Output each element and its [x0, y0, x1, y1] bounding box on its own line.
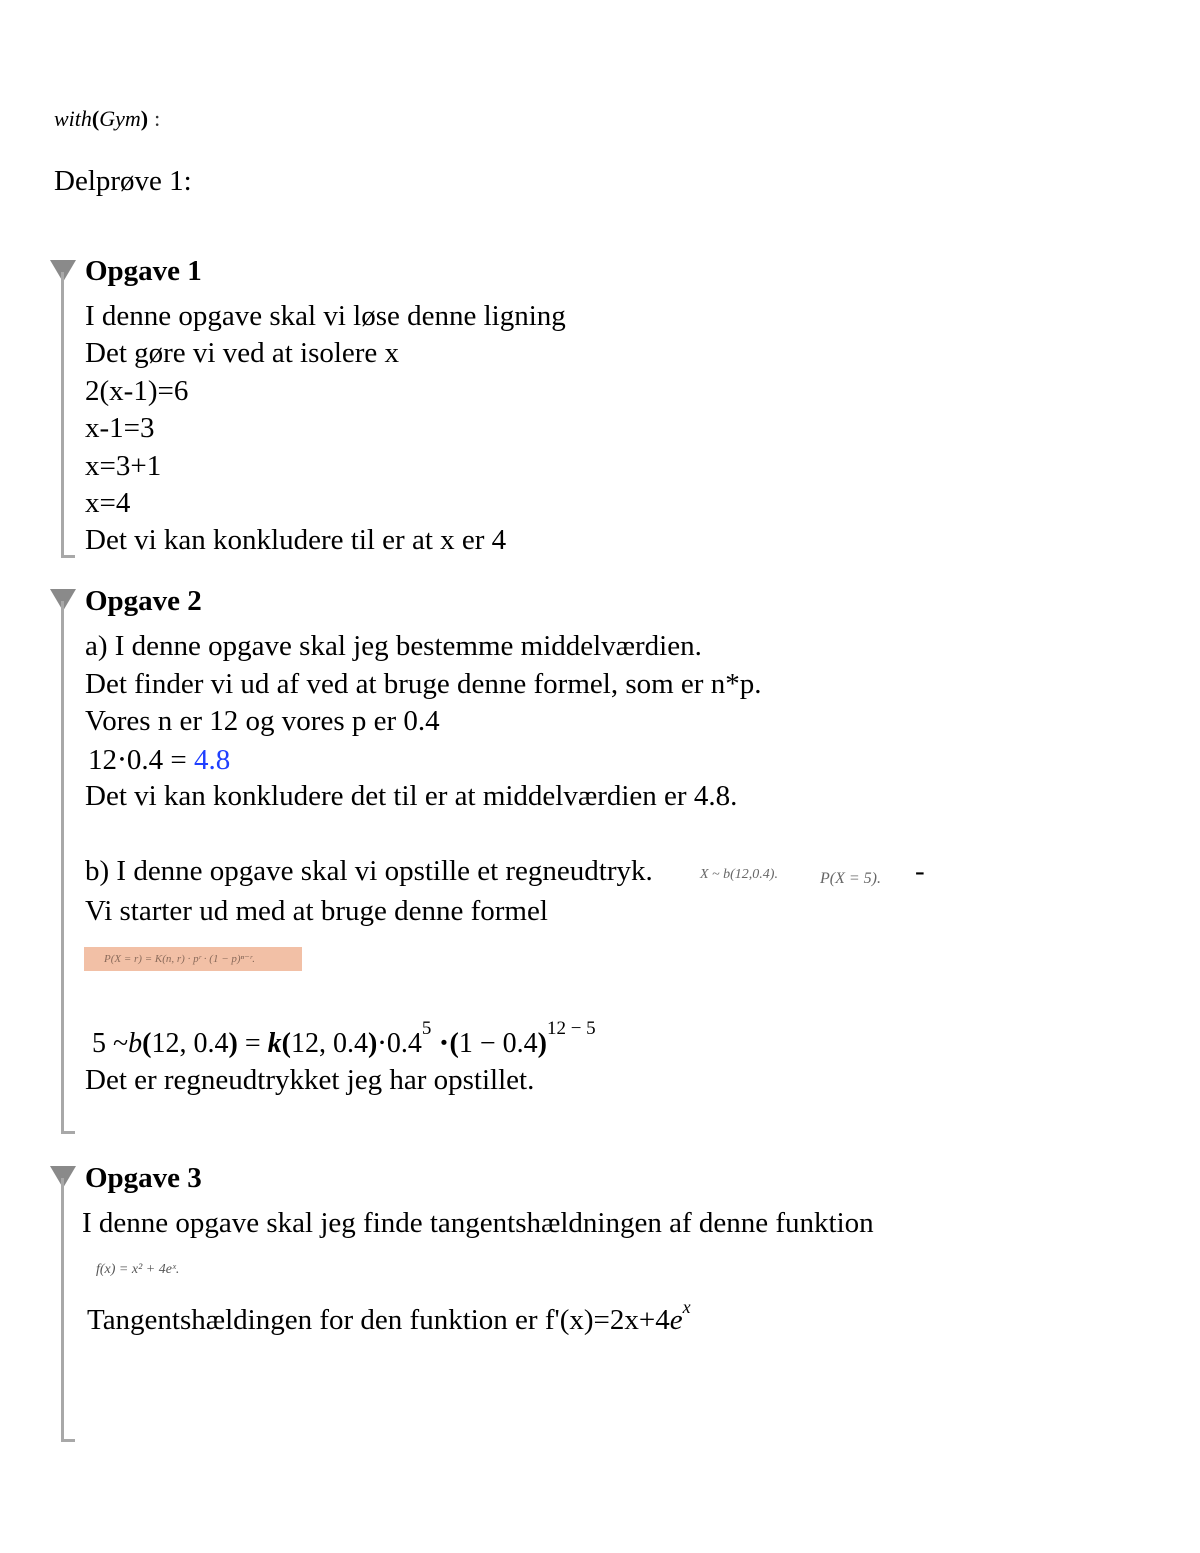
command-function: with — [54, 106, 92, 131]
text-line: Det vi kan konkludere til er at x er 4 — [85, 524, 507, 556]
text-line: b) I denne opgave skal vi opstille et regneudtryk. — [85, 855, 653, 887]
text-line: I denne opgave skal jeg finde tangentshældningen af denne funktion — [82, 1207, 874, 1239]
part-title: Delprøve 1: — [54, 165, 192, 197]
section-bracket-end — [61, 555, 75, 558]
text-line: a) I denne opgave skal jeg bestemme middelværdien. — [85, 630, 702, 662]
section-bracket-end — [61, 1439, 75, 1442]
calc-result: 4.8 — [194, 744, 231, 776]
maple-command[interactable]: with(Gym) : — [54, 106, 161, 131]
embedded-math-image: X ~ b(12,0.4). — [700, 867, 778, 882]
text-line: Det finder vi ud af ved at bruge denne formel, som er n*p. — [85, 668, 762, 700]
text-line: x-1=3 — [85, 412, 155, 444]
math-expression[interactable]: 5 ~b(12, 0.4) = k(12, $0.4)\cdot 0.4^5 \cdot(1 - 0.4)^{12 - 5}$ — [92, 1018, 596, 1059]
section-heading-opgave-1: Opgave 1 — [85, 255, 202, 287]
text-line: Det er regneudtrykket jeg har opstillet. — [85, 1064, 535, 1096]
section-bracket — [61, 1178, 64, 1442]
embedded-math-image: P(X = 5). — [820, 870, 881, 887]
embedded-formula-image: P(X = r) = K(n, r) · pʳ · (1 − p)ⁿ⁻ʳ. — [84, 947, 302, 971]
text-line: x=4 — [85, 487, 131, 519]
command-terminator: : — [154, 106, 161, 131]
text-line: Det gøre vi ved at isolere x — [85, 337, 400, 369]
text-line: x=3+1 — [85, 450, 162, 482]
embedded-function-image: f(x) = x² + 4eˣ. — [96, 1262, 180, 1277]
math-calculation[interactable] — [88, 742, 230, 777]
section-heading-opgave-3: Opgave 3 — [85, 1162, 202, 1194]
result-line: Tangentshældingen for den funktion er $f'(x)=2x+4e^x$ — [87, 1297, 691, 1336]
command-argument: Gym — [99, 106, 141, 131]
section-bracket — [61, 601, 64, 1134]
text-line: Vores n er 12 og vores p er 0.4 — [85, 705, 440, 737]
section-heading-opgave-2: Opgave 2 — [85, 585, 202, 617]
section-bracket — [61, 272, 64, 558]
text-line: I denne opgave skal vi løse denne ligning — [85, 300, 566, 332]
calc-input: 12⋅0.4 = — [88, 744, 195, 776]
text-line: 2(x-1)=6 — [85, 375, 189, 407]
text-line: Det vi kan konkludere det til er at middelværdien er 4.8. — [85, 780, 738, 812]
text-line: Vi starter ud med at bruge denne formel — [85, 895, 548, 927]
dash-text: - — [915, 855, 925, 887]
section-bracket-end — [61, 1131, 75, 1134]
